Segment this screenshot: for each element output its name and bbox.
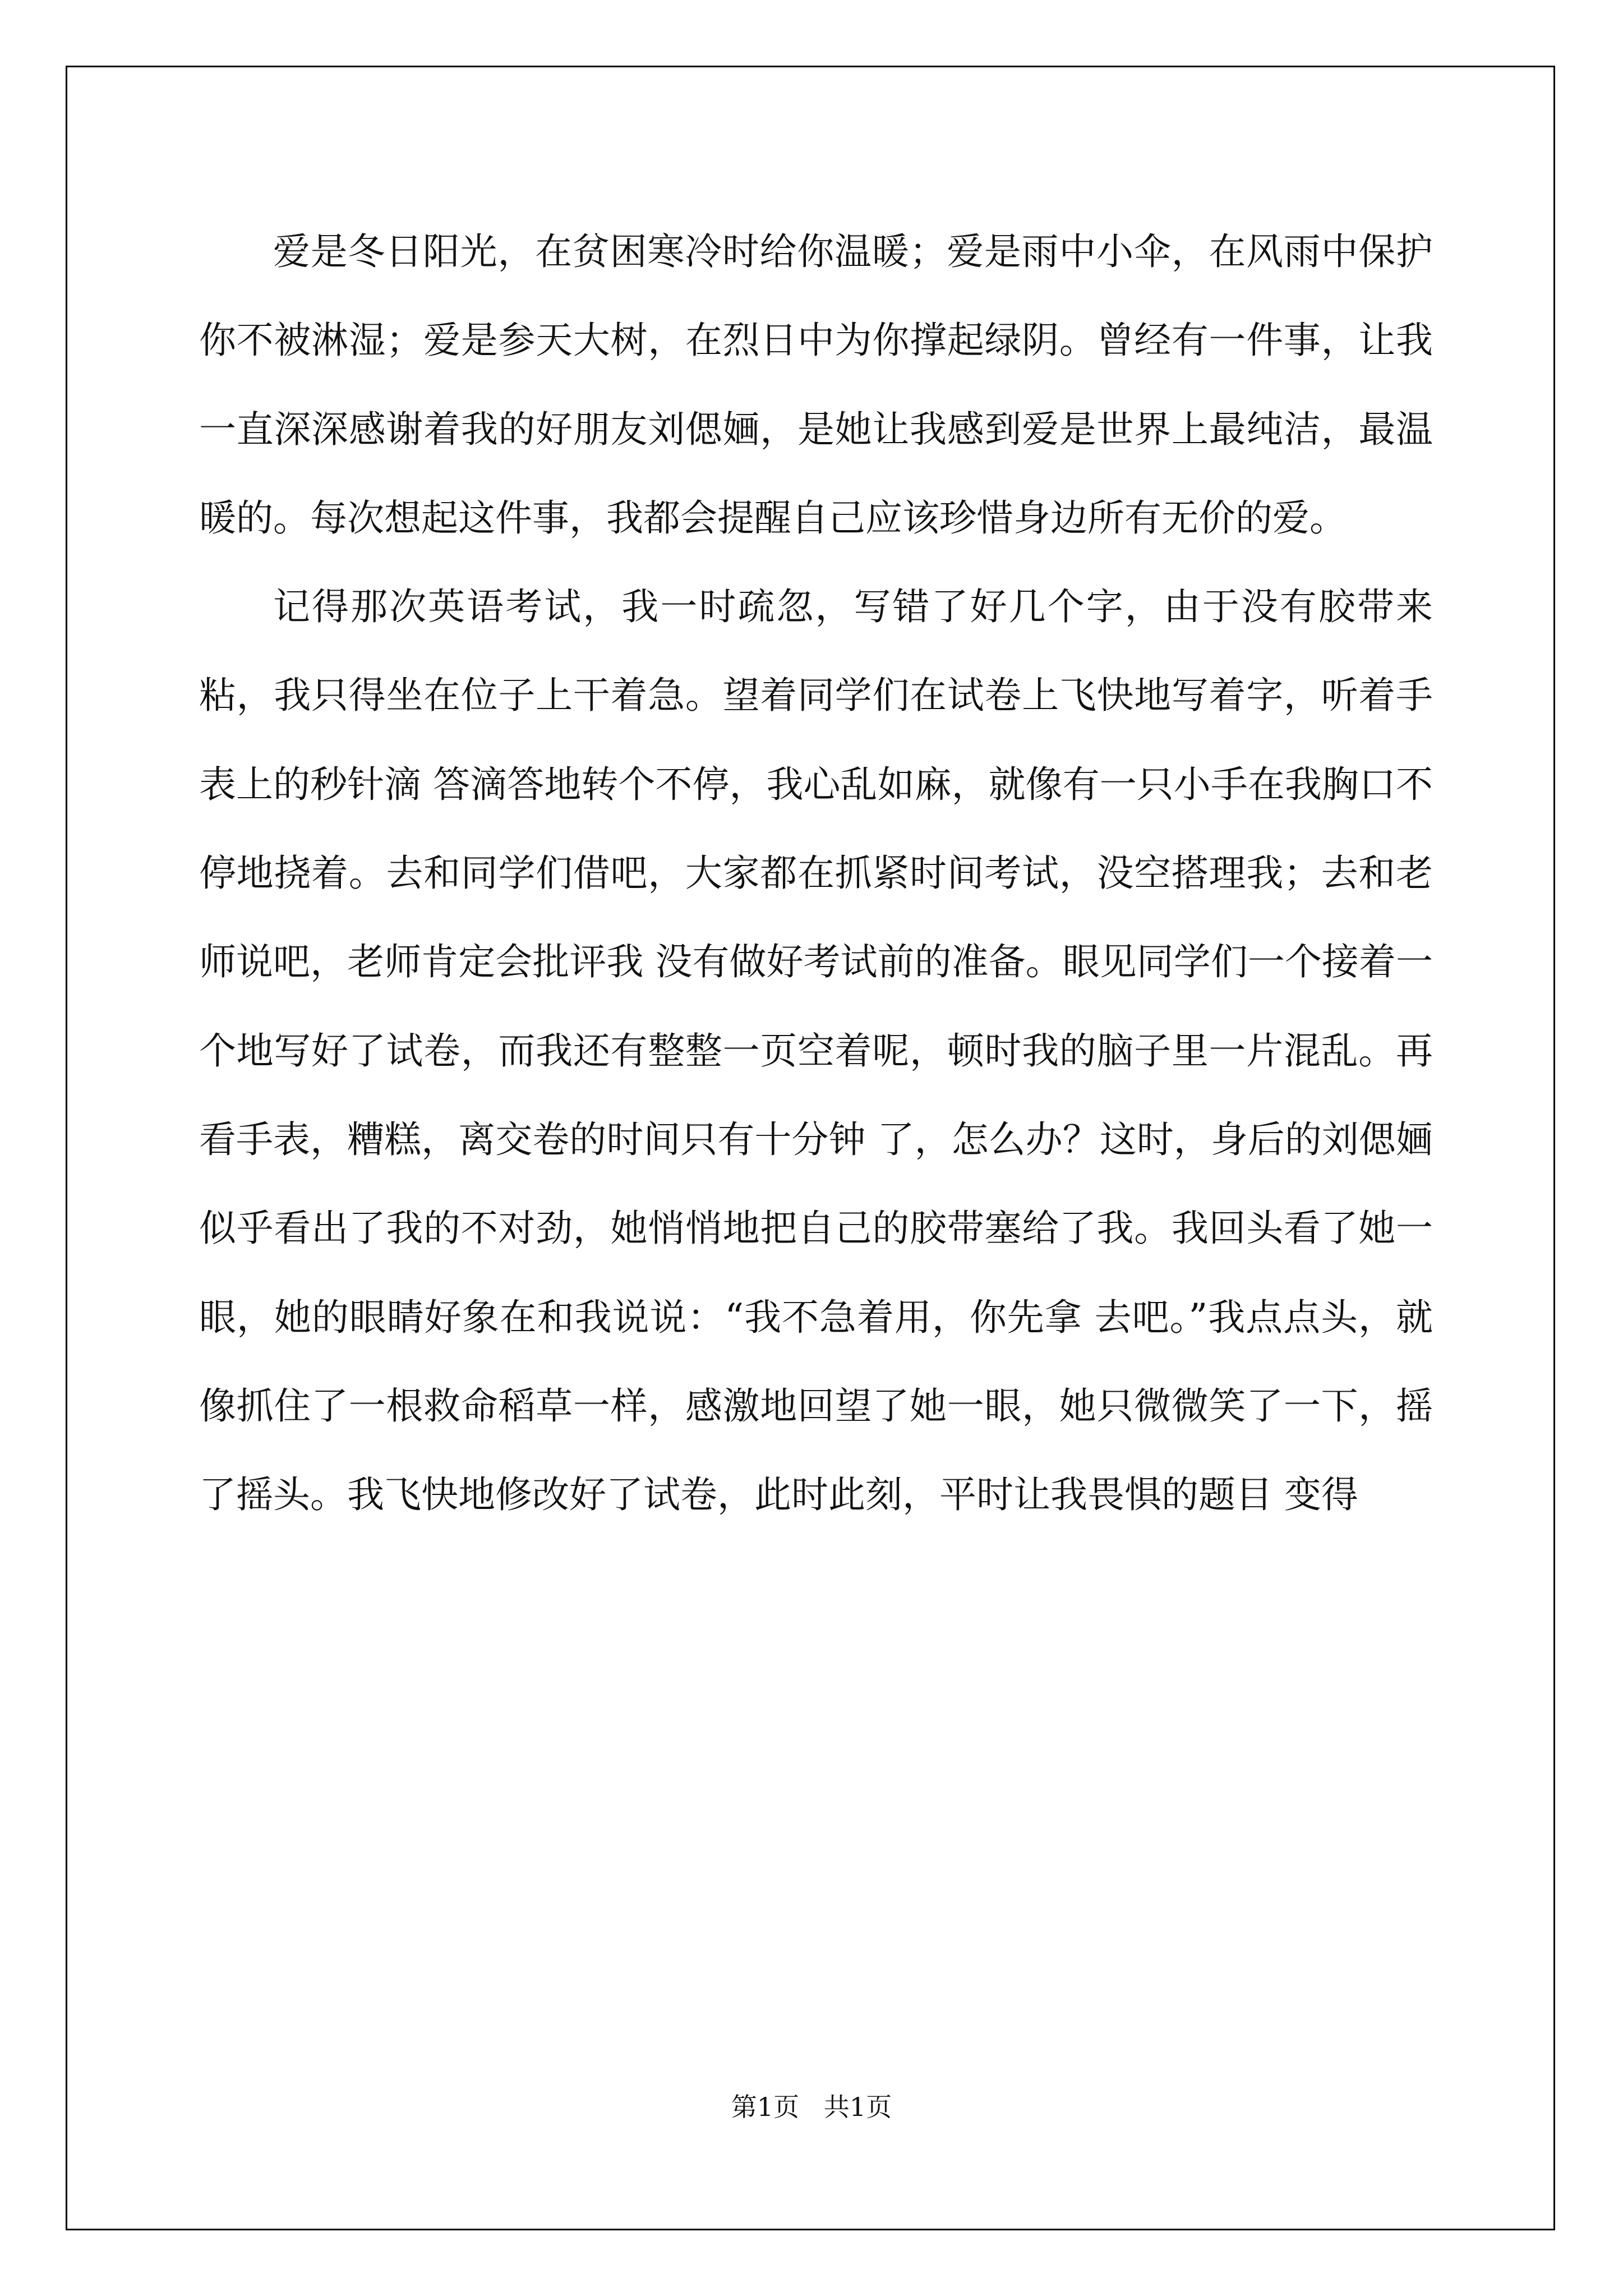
paragraph-1: 爱是冬日阳光，在贫困寒冷时给你温暖；爱是雨中小伞，在风雨中保护你不被淋湿；爱是参天大树，在烈日中为你撑起绿阴。曾经有一件事，让我一直深深感谢着我的好朋友刘偲婳，是她让我感到爱是世界上最纯洁，最温暖的。每次想起这件事，我都会提醒自己应该珍惜身边所有无价的爱。	[199, 230, 1433, 540]
page-footer: 第1页 共1页	[731, 2092, 892, 2122]
document-body	[199, 208, 1433, 1539]
paragraph-2: 记得那次英语考试，我一时疏忽，写错了好几个字，由于没有胶带来粘，我只得坐在位子上干着急。望着同学们在试卷上飞快地写着字，听着手表上的秒针滴 答滴答地转个不停，我心乱如麻，就像有一只小手在我胸口不停地挠着。去和同学们借吧，大家都在抓紧时间考试，没空搭理我；去和老师说吧，老师肯定会批评我 没有做好考试前的准备。眼见同学们一个接着一个地写好了试卷，而我还有整整一页空着呢，顿时我的脑子里一片混乱。再看手表，糟糕，离交卷的时间只有十分钟 了，怎么办？这时，身后的刘偲婳似乎看出了我的不对劲，她悄悄地把自己的胶带塞给了我。我回头看了她一眼，她的眼睛好象在和我说说：“我不急着用，你先拿 去吧。”我点点头，就像抓住了一根救命稻草一样，感激地回望了她一眼，她只微微笑了一下，摇了摇头。我飞快地修改好了试卷，此时此刻，平时让我畏惧的题目 变得	[199, 585, 1433, 1517]
